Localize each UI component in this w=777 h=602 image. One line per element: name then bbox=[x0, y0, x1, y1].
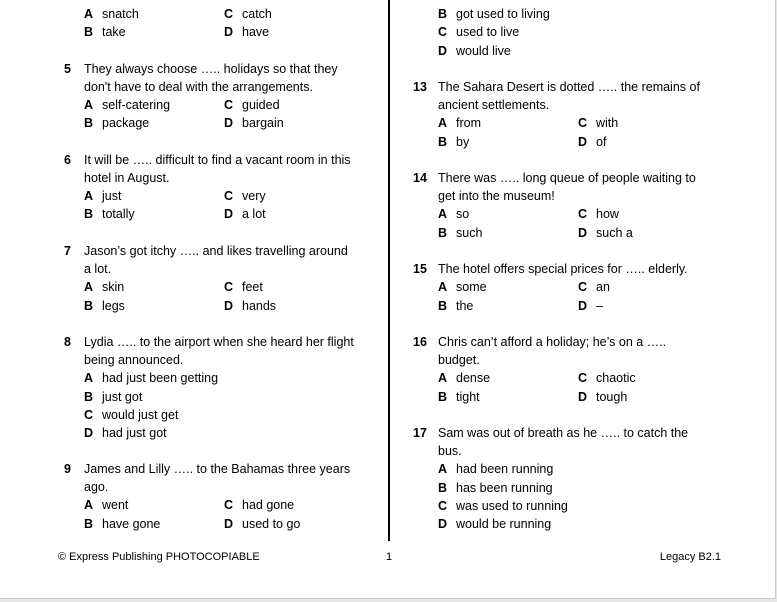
option: B totally bbox=[84, 207, 135, 221]
question-text: budget. bbox=[438, 353, 480, 367]
option: C catch bbox=[224, 7, 272, 21]
option: C had gone bbox=[224, 498, 295, 512]
option: D – bbox=[578, 299, 603, 313]
question-text: Lydia ….. to the airport when she heard her flight bbox=[84, 335, 354, 349]
option: D tough bbox=[578, 390, 628, 404]
option: A had been running bbox=[438, 462, 554, 476]
option: B just got bbox=[84, 390, 143, 404]
question-number: 7 bbox=[64, 244, 71, 258]
question-text: ancient settlements. bbox=[438, 98, 550, 112]
question-number: 16 bbox=[413, 335, 427, 349]
question-text: ago. bbox=[84, 480, 109, 494]
question-number: 13 bbox=[413, 80, 427, 94]
option: B got used to living bbox=[438, 7, 550, 21]
option: A just bbox=[84, 189, 122, 203]
option: A went bbox=[84, 498, 129, 512]
option: B legs bbox=[84, 299, 125, 313]
option: C used to live bbox=[438, 25, 520, 39]
option: C an bbox=[578, 280, 610, 294]
option: A snatch bbox=[84, 7, 139, 21]
option: D bargain bbox=[224, 116, 284, 130]
option: C was used to running bbox=[438, 499, 568, 513]
option: D hands bbox=[224, 299, 277, 313]
option: D have bbox=[224, 25, 270, 39]
question-text: don't have to deal with the arrangements. bbox=[84, 80, 313, 94]
option: D of bbox=[578, 135, 607, 149]
column-divider bbox=[388, 0, 390, 541]
question-text: hotel in August. bbox=[84, 171, 170, 185]
option: D used to go bbox=[224, 517, 301, 531]
option: D would be running bbox=[438, 517, 552, 531]
question-text: a lot. bbox=[84, 262, 112, 276]
question-text: Sam was out of breath as he ….. to catch the bbox=[438, 426, 689, 440]
footer-page-number: 1 bbox=[386, 551, 393, 563]
option: C very bbox=[224, 189, 266, 203]
option: B take bbox=[84, 25, 126, 39]
question-text: The Sahara Desert is dotted ….. the remains of bbox=[438, 80, 700, 94]
option: B such bbox=[438, 226, 483, 240]
option: D would live bbox=[438, 44, 511, 58]
option: A from bbox=[438, 116, 481, 130]
option: A dense bbox=[438, 371, 491, 385]
question-text: Jason’s got itchy ….. and likes travelling around bbox=[84, 244, 348, 258]
question-text: There was ….. long queue of people waiting to bbox=[438, 171, 696, 185]
option: C chaotic bbox=[578, 371, 636, 385]
question-text: Chris can’t afford a holiday; he’s on a ….. bbox=[438, 335, 667, 349]
question-number: 17 bbox=[413, 426, 427, 440]
question-text: The hotel offers special prices for ….. elderly. bbox=[438, 262, 688, 276]
option: C how bbox=[578, 207, 619, 221]
option: C with bbox=[578, 116, 619, 130]
question-number: 14 bbox=[413, 171, 427, 185]
question-text: They always choose ….. holidays so that they bbox=[84, 62, 338, 76]
question-text: James and Lilly ….. to the Bahamas three years bbox=[84, 462, 351, 476]
option: B the bbox=[438, 299, 474, 313]
option: B by bbox=[438, 135, 470, 149]
option: A had just been getting bbox=[84, 371, 219, 385]
option: C would just get bbox=[84, 408, 179, 422]
option: C guided bbox=[224, 98, 280, 112]
question-text: It will be ….. difficult to find a vacant room in this bbox=[84, 153, 351, 167]
option: B have gone bbox=[84, 517, 161, 531]
question-text: bus. bbox=[438, 444, 462, 458]
option: A self-catering bbox=[84, 98, 171, 112]
question-number: 15 bbox=[413, 262, 427, 276]
question-number: 6 bbox=[64, 153, 71, 167]
option: C feet bbox=[224, 280, 263, 294]
option: A skin bbox=[84, 280, 125, 294]
option: D a lot bbox=[224, 207, 266, 221]
question-text: being announced. bbox=[84, 353, 184, 367]
option: B has been running bbox=[438, 481, 553, 495]
option: B tight bbox=[438, 390, 480, 404]
question-number: 5 bbox=[64, 62, 71, 76]
option: D had just got bbox=[84, 426, 167, 440]
footer-copyright: © Express Publishing PHOTOCOPIABLE bbox=[58, 551, 260, 563]
question-number: 8 bbox=[64, 335, 71, 349]
option: D such a bbox=[578, 226, 633, 240]
option: B package bbox=[84, 116, 150, 130]
option: A some bbox=[438, 280, 487, 294]
question-number: 9 bbox=[64, 462, 71, 476]
question-text: get into the museum! bbox=[438, 189, 555, 203]
option: A so bbox=[438, 207, 470, 221]
footer-book-title: Legacy B2.1 bbox=[659, 551, 721, 563]
